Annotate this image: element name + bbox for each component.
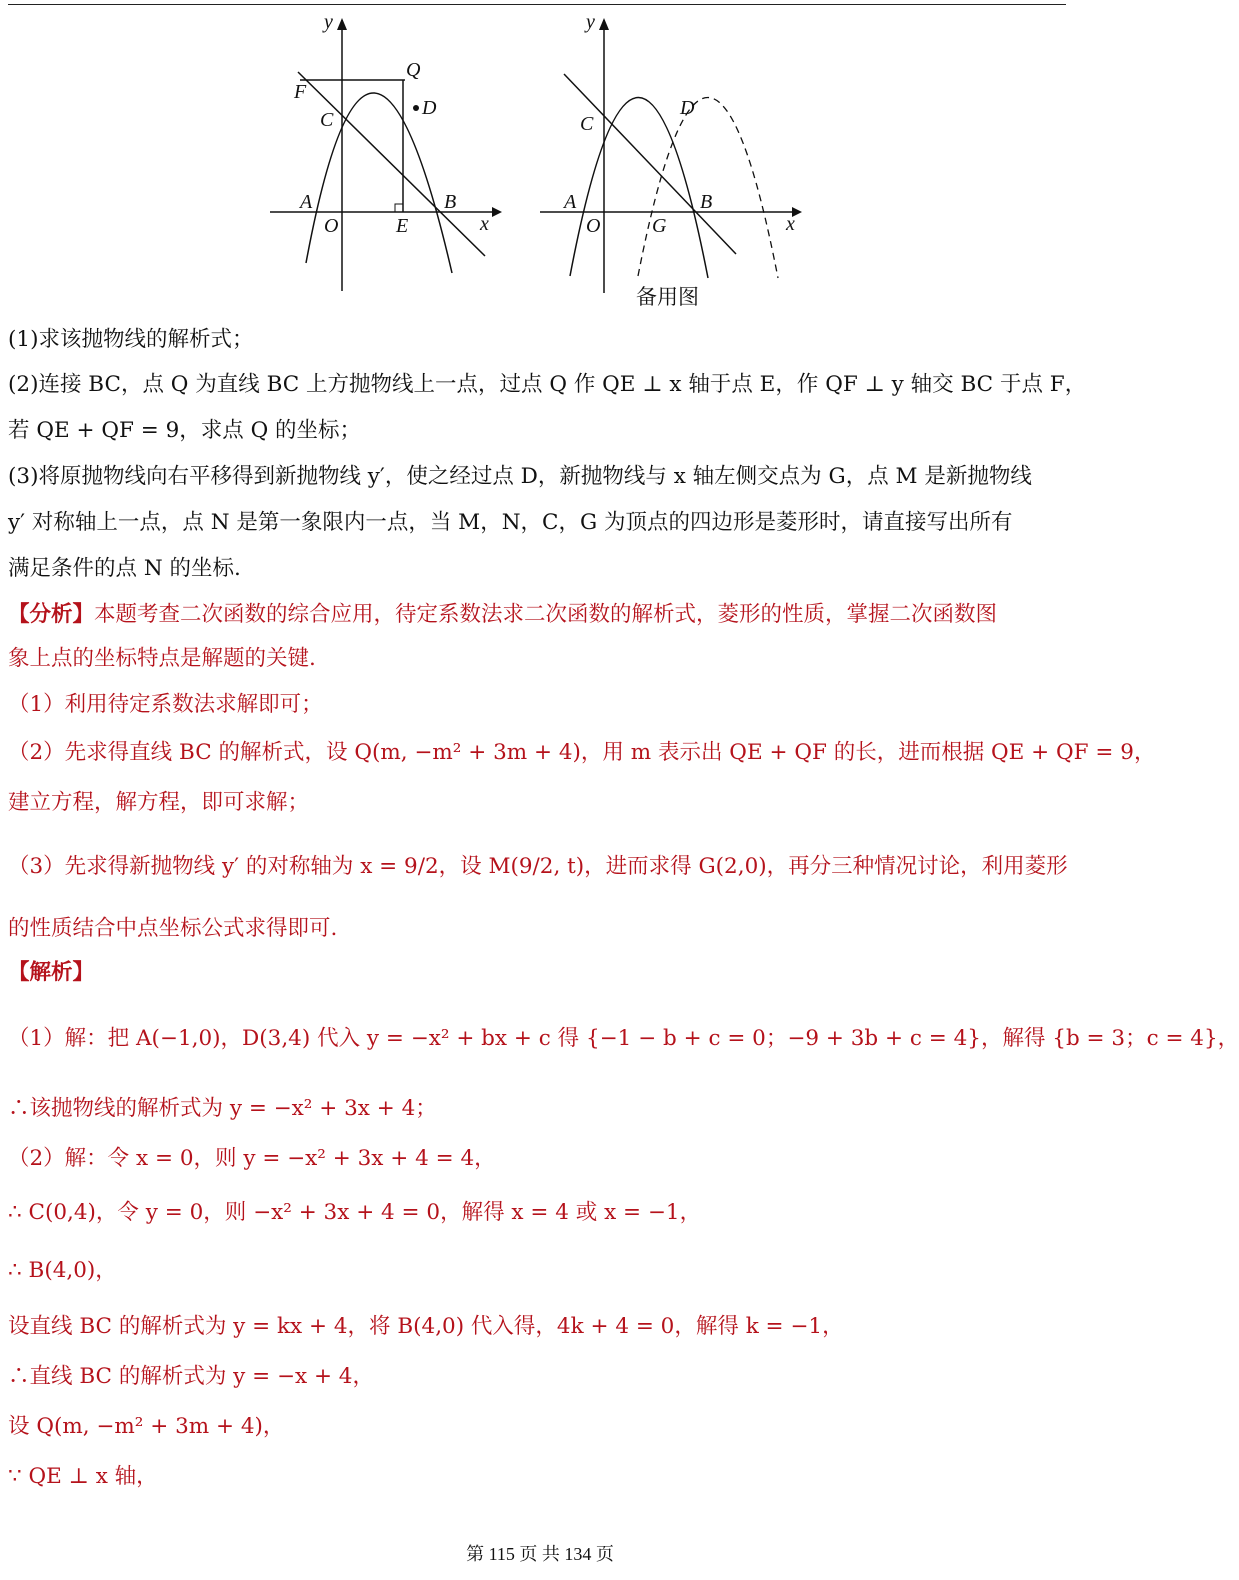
label-a: A xyxy=(564,191,577,213)
label-y: y xyxy=(586,11,595,33)
text-line: ∵ QE ⊥ x 轴， xyxy=(8,1464,158,1489)
text-line: 的性质结合中点坐标公式求得即可. xyxy=(8,916,338,941)
text-line: （3）先求得新抛物线 y′ 的对称轴为 x = 9/2，设 M(9/2, t)，进而求得 G(2,0)，再分三种情况讨论，利用菱形 xyxy=(8,854,1068,879)
text-line: (2)连接 BC，点 Q 为直线 BC 上方抛物线上一点，过点 Q 作 QE ⊥ x 轴于点 E，作 QF ⊥ y 轴交 BC 于点 F， xyxy=(8,372,1087,397)
label-x: x xyxy=(786,213,795,235)
text-line: 【分析】本题考查二次函数的综合应用，待定系数法求二次函数的解析式，菱形的性质，掌握二次函数图 xyxy=(8,602,998,627)
text-line: （2）解：令 x = 0，则 y = −x² + 3x + 4 = 4， xyxy=(8,1146,496,1171)
text-line: 设 Q(m, −m² + 3m + 4)， xyxy=(8,1414,285,1439)
top-rule xyxy=(8,4,1066,5)
text-line: ∴该抛物线的解析式为 y = −x² + 3x + 4； xyxy=(8,1096,437,1121)
text-line: （2）先求得直线 BC 的解析式，设 Q(m, −m² + 3m + 4)，用 m 表示出 QE + QF 的长，进而根据 QE + QF = 9， xyxy=(8,740,1156,765)
label-y: y xyxy=(324,11,333,33)
label-o: O xyxy=(324,215,339,237)
y-axis-arrow xyxy=(599,18,609,30)
point-d xyxy=(413,105,419,111)
text-line: 【解析】 xyxy=(8,960,95,985)
section-heading: 【分析】 xyxy=(8,602,95,627)
right-angle-mark xyxy=(395,204,403,212)
text-line: （1）解：把 A(−1,0)，D(3,4) 代入 y = −x² + bx + c 得 {−1 − b + c = 0；−9 + 3b + c = 4}，解得 {b = 3；c = 4}， xyxy=(8,1026,1239,1051)
label-a: A xyxy=(300,191,313,213)
text-line: 建立方程，解方程，即可求解； xyxy=(8,790,310,815)
label-g: G xyxy=(652,215,667,237)
text-line: （1）利用待定系数法求解即可； xyxy=(8,692,323,717)
label-q: Q xyxy=(406,59,421,81)
text-line: ∴ C(0,4)，令 y = 0，则 −x² + 3x + 4 = 0，解得 x = 4 或 x = −1， xyxy=(8,1200,702,1225)
text-line: (1)求该抛物线的解析式； xyxy=(8,327,254,352)
label-f: F xyxy=(294,81,307,103)
text-line: (3)将原抛物线向右平移得到新抛物线 y′，使之经过点 D，新抛物线与 x 轴左侧交点为 G，点 M 是新抛物线 xyxy=(8,464,1032,489)
page-footer: 第 115 页 共 134 页 xyxy=(466,1544,614,1564)
label-c: C xyxy=(320,109,334,131)
label-o: O xyxy=(586,215,601,237)
text-line: 若 QE + QF = 9，求点 Q 的坐标； xyxy=(8,418,362,443)
figure-main xyxy=(260,8,500,298)
x-axis-arrow xyxy=(492,207,502,217)
parabola-shifted xyxy=(638,97,778,278)
label-b: B xyxy=(700,191,713,213)
y-axis-arrow xyxy=(337,18,347,30)
caption-spare-figure: 备用图 xyxy=(636,285,699,309)
text-line: 满足条件的点 N 的坐标. xyxy=(8,556,241,581)
label-e: E xyxy=(396,215,409,237)
label-x: x xyxy=(480,213,489,235)
text-line: ∴直线 BC 的解析式为 y = −x + 4， xyxy=(8,1364,374,1389)
figure-spare xyxy=(530,8,810,318)
label-d: D xyxy=(680,97,695,119)
label-d: D xyxy=(422,97,437,119)
label-b: B xyxy=(444,191,457,213)
text-line: ∴ B(4,0)， xyxy=(8,1258,117,1283)
text-line: 象上点的坐标特点是解题的关键. xyxy=(8,646,316,671)
text-line: y′ 对称轴上一点，点 N 是第一象限内一点，当 M，N，C，G 为顶点的四边形是菱形时，请直接写出所有 xyxy=(8,510,1013,535)
label-c: C xyxy=(580,113,594,135)
text-line: 设直线 BC 的解析式为 y = kx + 4，将 B(4,0) 代入得，4k + 4 = 0，解得 k = −1， xyxy=(8,1314,844,1339)
